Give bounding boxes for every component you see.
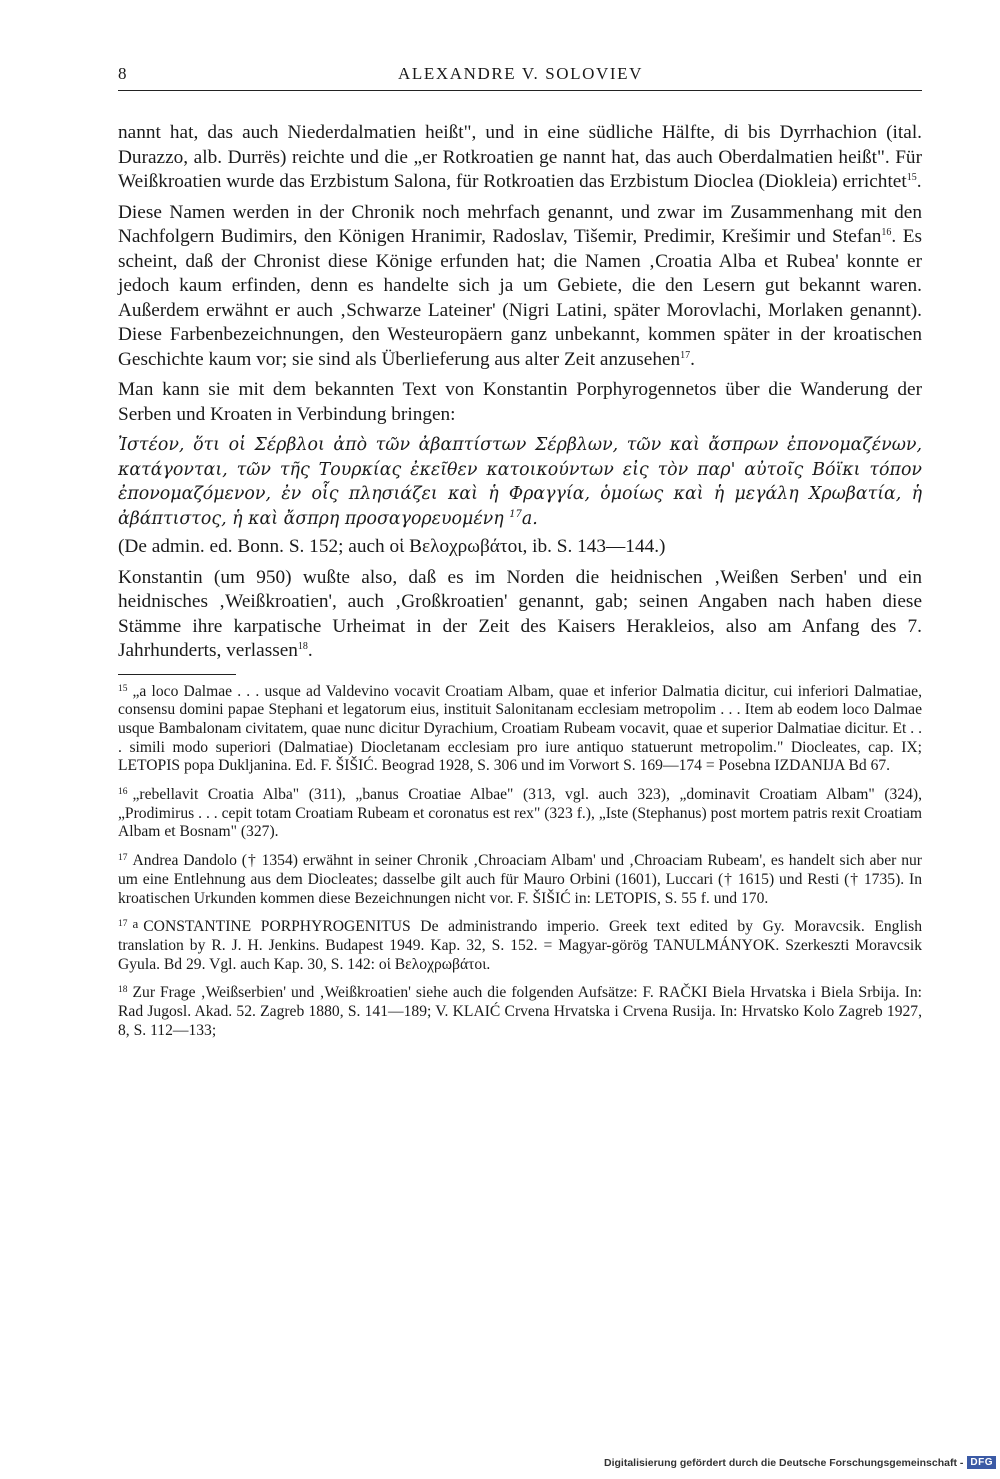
paragraph-4: Konstantin (um 950) wußte also, daß es im Norden die heidnischen ‚Weißen Serben' und ein heidnisches ‚Weißkroatien', auch ‚Großkroatien' genannt, gab; seinen Angaben nach haben diese Stämme ihre karpatische Urheimat in der Zeit des Kaisers Herakleios, also am Anfang des 7. Jahrhunderts, verlassen$^{18}$. xyxy=(118,566,922,661)
footnote-17: $^{17}$ Andrea Dandolo († 1354) erwähnt in seiner Chronik ‚Chroaciam Albam' und ‚Chroaciam Rubeam', es handelt sich aber nur um eine Entlehnung aus dem Diocleates; dasselbe gilt auch für Mauro Orbini (1601), Luccari († 1615) und Resti († 1735). In kroatischen Urkunden kommen diese Bezeichnungen nicht vor. F. ŠIŠIĆ in: LETOPIS, S. 55 f. und 170. xyxy=(118,852,922,907)
running-title: ALEXANDRE V. SOLOVIEV xyxy=(398,64,643,83)
greek-quotation: Ἰστέον, ὅτι οἱ Σέρβλοι ἀπὸ τῶν ἀβαπτίστων Σέρβλων, τῶν καὶ ἄσπρων ἐπονομαζένων, κατάγονται, τῶν τῆς Τουρκίας ἐκεῖθεν κατοικούντων εἰς τὸν παρ' αὐτοῖς Βόϊκι τόπον ἐπονομαζόμενον, ἐν οἷς πλησιάζει καὶ ἡ Φραγγία, ὁμοίως καὶ ἡ μεγάλη Χρωβατία, ἡ ἀβάπτιστος, ἡ καὶ ἄσπρη προσαγορευομένη $^{17}$a. xyxy=(118,435,922,529)
credit-text: Digitalisierung gefördert durch die Deutsche Forschungsgemeinschaft - xyxy=(604,1456,964,1469)
footnote-15: $^{15}$ „a loco Dalmae . . . usque ad Valdevino vocavit Croatiam Albam, quae et inferior Dalmatia dicitur, cui inferiori Dalmatiae, consensu domini papae Stephani et legatorum eius, instituit Salonitanam ecclesiam metropolim . . . Item ab eodem loco Dalmae usque Bambalonam civitatem, quae nunc dicitur Dyrachium, Croatiam Rubeam vocavit, quae et superior Dalmatiae dicitur. Et . . . simili modo superiori (Dalmatiae) Diocletanam ecclesiam pro iure antiquo statuerunt metropolim." Diocleates, cap. IX; LETOPIS popa Dukljanina. Ed. F. ŠIŠIĆ. Beograd 1928, S. 306 und im Vorwort S. 169—174 = Posebna IZDANIJA Bd 67. xyxy=(118,682,922,775)
page-number: 8 xyxy=(118,64,128,83)
paragraph-3: Man kann sie mit dem bekannten Text von Konstantin Porphyrogennetos über die Wanderung der Serben und Kroaten in Verbindung bringen: xyxy=(118,379,922,425)
footnote-17a: $^{17}$ a CONSTANTINE PORPHYROGENITUS De administrando imperio. Greek text edited by Gy. Moravcsik. English translation by R. J. H. Jenkins. Budapest 1949. Kap. 32, S. 152. = Magyar-görög TANULMÁNYOK. Szerkeszti Moravcsik Gyula. Bd 29. Vgl. auch Kap. 30, S. 142: οἱ Βελοχρωβάτοι. xyxy=(118,916,922,973)
footnote-18: $^{18}$ Zur Frage ‚Weißserbien' und ‚Weißkroatien' siehe auch die folgenden Aufsätze: F. RAČKI Biela Hrvatska i Biela Srbija. In: Rad Jugosl. Akad. 52. Zagreb 1880, S. 141—189; V. KLAIĆ Crvena Hrvatska i Crvena Rusija. In: Hrvatsko Kolo Zagreb 1927, 8, S. 112—133; xyxy=(118,984,922,1039)
footnote-divider xyxy=(118,674,236,675)
running-header xyxy=(118,62,922,91)
footnote-ref-17a[interactable]: 17 xyxy=(509,508,522,520)
paragraph-1: nannt hat, das auch Niederdalmatien heißt", und in eine südliche Hälfte, di bis Dyrrhachion (ital. Durazzo, alb. Durrës) reichte und die „er Rotkroatien ge nannt hat, das auch Oberdalmatien heißt". Für Weißkroatien wurde das Erzbistum Salona, für Rotkroatien das Erzbistum Dioclea (Diokleia) errichtet$^{15}$. xyxy=(118,122,922,192)
footnote-ref-15[interactable]: 15 xyxy=(906,172,917,183)
paragraph-2: Diese Namen werden in der Chronik noch mehrfach genannt, und zwar im Zusammenhang mit den Nachfolgern Budimirs, den Königen Hranimir, Radoslav, Tišemir, Predimir, Krešimir und Stefan$^{16}$. Es scheint, daß der Chronist diese Könige erfunden hat; die Namen ‚Croatia Alba et Rubea' konnte er jedoch kaum erfinden, denn es handelte sich ja um Gebiete, die den Lesern gut bekannt waren. Außerdem erwähnt er auch ‚Schwarze Lateiner' (Nigri Latini, später Morovlachi, Morlaken genannt). Diese Farbenbezeichnungen, den Westeuropäern ganz unbekannt, kommen später in der kroatischen Geschichte kaum vor; sie sind als Überlieferung aus alter Zeit anzusehen$^{17}$. xyxy=(118,201,922,370)
citation: (De admin. ed. Bonn. S. 152; auch οἱ Βελοχρωβάτοι, ib. S. 143—144.) xyxy=(118,536,666,557)
footnote-ref-16[interactable]: 16 xyxy=(881,227,892,238)
digitization-credit xyxy=(604,1456,996,1469)
footnote-ref-17[interactable]: 17 xyxy=(680,349,691,361)
main-text xyxy=(118,121,922,664)
footnote-ref-18[interactable]: 18 xyxy=(297,641,308,652)
page xyxy=(118,62,922,1050)
footnotes xyxy=(118,683,922,1041)
dfg-logo[interactable]: DFG xyxy=(967,1456,996,1469)
footnote-16: $^{16}$ „rebellavit Croatia Alba" (311), „banus Croatiae Albae" (313, vgl. auch 323), „dominavit Croatiam Albam" (324), „Prodimirus . . . cepit totam Croatiam Rubeam et coronatus est rex" (323 f.), „Iste (Stephanus) post mortem patris rexit Croatiam Albam et Bosnam" (327). xyxy=(118,786,922,841)
